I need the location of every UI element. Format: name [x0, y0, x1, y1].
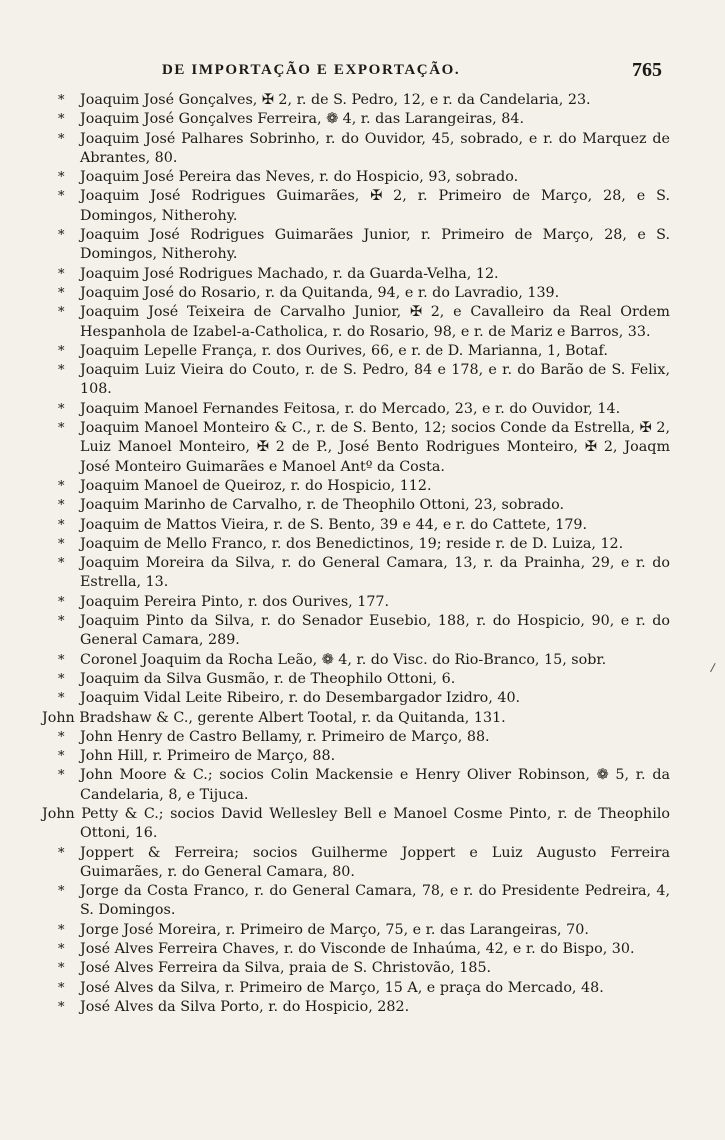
- list-item: [42, 651, 670, 670]
- asterisk-mark: *: [58, 228, 65, 244]
- entry-text: Joaquim Pinto da Silva, r. do Senador Eusebio, 188, r. do Hospicio, 90, e r. do General Camara, 289.: [80, 613, 670, 649]
- margin-tick: [710, 663, 721, 675]
- asterisk-mark: *: [58, 170, 65, 186]
- list-item: [42, 303, 670, 342]
- list-item: [42, 709, 670, 728]
- entry-text: José Alves Ferreira da Silva, praia de S. Christovão, 185.: [80, 960, 492, 977]
- asterisk-mark: *: [58, 478, 65, 494]
- list-item: [42, 844, 670, 883]
- asterisk-mark: *: [58, 189, 65, 205]
- list-item: [42, 921, 670, 940]
- entry-list: [42, 91, 670, 1017]
- list-item: [42, 593, 670, 612]
- list-item: [42, 805, 670, 844]
- asterisk-mark: *: [58, 652, 65, 668]
- asterisk-mark: *: [58, 614, 65, 630]
- list-item: [42, 342, 670, 361]
- asterisk-mark: *: [58, 922, 65, 938]
- asterisk-mark: *: [58, 131, 65, 147]
- page-header: [0, 59, 725, 88]
- entry-text: Joaquim Lepelle França, r. dos Ourives, 66, e r. de D. Marianna, 1, Botaf.: [80, 342, 608, 359]
- asterisk-mark: *: [58, 343, 65, 359]
- page-number: 765: [632, 59, 662, 81]
- list-item: [42, 419, 670, 477]
- entry-text: John Petty & C.; socios David Wellesley Bell e Manoel Cosme Pinto, r. de Theophilo Ottoni, 16.: [42, 805, 670, 842]
- entry-text: Joppert & Ferreira; socios Guilherme Joppert e Luiz Augusto Ferreira Guimarães, r. do General Camara, 80.: [80, 844, 670, 880]
- entry-text: John Hill, r. Primeiro de Março, 88.: [80, 748, 336, 765]
- list-item: [42, 168, 670, 187]
- asterisk-mark: *: [58, 729, 65, 745]
- list-item: [42, 979, 670, 998]
- entry-text: Joaquim Marinho de Carvalho, r. de Theophilo Ottoni, 23, sobrado.: [80, 497, 565, 514]
- entry-text: Jorge da Costa Franco, r. do General Camara, 78, e r. do Presidente Pedreira, 4, S. Domingos.: [80, 883, 670, 919]
- running-title: DE IMPORTAÇÃO E EXPORTAÇÃO.: [162, 62, 461, 78]
- asterisk-mark: *: [58, 305, 65, 321]
- entry-text: Joaquim José Rodrigues Machado, r. da Guarda-Velha, 12.: [80, 265, 499, 282]
- asterisk-mark: *: [58, 536, 65, 552]
- list-item: [42, 400, 670, 419]
- asterisk-mark: *: [58, 980, 65, 996]
- asterisk-mark: *: [58, 942, 65, 958]
- entry-text: Joaquim José Gonçalves, ✠ 2, r. de S. Pedro, 12, e r. da Candelaria, 23.: [80, 92, 591, 108]
- list-item: [42, 496, 670, 515]
- list-item: [42, 728, 670, 747]
- asterisk-mark: *: [58, 749, 65, 765]
- list-item: [42, 226, 670, 265]
- entry-text: Joaquim José do Rosario, r. da Quitanda, 94, e r. do Lavradio, 139.: [80, 284, 560, 301]
- entry-text: Joaquim de Mattos Vieira, r. de S. Bento, 39 e 44, e r. do Cattete, 179.: [80, 516, 588, 533]
- asterisk-mark: *: [58, 112, 65, 128]
- list-item: [42, 477, 670, 496]
- entry-text: Joaquim José Rodrigues Guimarães, ✠ 2, r. Primeiro de Março, 28, e S. Domingos, Nitherohy.: [80, 188, 670, 224]
- entry-text: José Alves Ferreira Chaves, r. do Visconde de Inhaúma, 42, e r. do Bispo, 30.: [80, 941, 635, 958]
- asterisk-mark: *: [58, 498, 65, 514]
- asterisk-mark: *: [58, 421, 65, 437]
- list-item: [42, 516, 670, 535]
- asterisk-mark: *: [58, 93, 65, 108]
- list-item: [42, 187, 670, 226]
- entry-text: John Bradshaw & C., gerente Albert Tootal, r. da Quitanda, 131.: [42, 709, 506, 726]
- list-item: [42, 670, 670, 689]
- list-item: [42, 284, 670, 303]
- entry-text: John Henry de Castro Bellamy, r. Primeiro de Março, 88.: [80, 728, 490, 745]
- entry-text: Joaquim José Palhares Sobrinho, r. do Ouvidor, 45, sobrado, e r. do Marquez de Abrantes, 80.: [80, 130, 670, 166]
- entry-text: Joaquim Moreira da Silva, r. do General Camara, 13, r. da Prainha, 29, e r. do Estrella, 13.: [80, 555, 670, 591]
- entry-text: John Moore & C.; socios Colin Mackensie e Henry Oliver Robinson, ❁ 5, r. da Candelaria, 8, e Tijuca.: [80, 767, 670, 803]
- list-item: [42, 612, 670, 651]
- list-item: [42, 959, 670, 978]
- list-item: [42, 998, 670, 1017]
- list-item: [42, 747, 670, 766]
- entry-text: José Alves da Silva Porto, r. do Hospicio, 282.: [80, 998, 410, 1015]
- entry-text: Joaquim de Mello Franco, r. dos Benedictinos, 19; reside r. de D. Luiza, 12.: [80, 535, 624, 552]
- list-item: [42, 130, 670, 169]
- entry-text: Joaquim José Rodrigues Guimarães Junior, r. Primeiro de Março, 28, e S. Domingos, Nitherohy.: [80, 227, 670, 263]
- entry-text: Coronel Joaquim da Rocha Leão, ❁ 4, r. do Visc. do Rio-Branco, 15, sobr.: [80, 651, 607, 668]
- list-item: [42, 265, 670, 284]
- list-item: [42, 689, 670, 708]
- asterisk-mark: *: [58, 671, 65, 687]
- asterisk-mark: *: [58, 556, 65, 572]
- entry-text: Joaquim da Silva Gusmão, r. de Theophilo Ottoni, 6.: [80, 670, 456, 687]
- asterisk-mark: *: [58, 266, 65, 282]
- entry-text: Jorge José Moreira, r. Primeiro de Março, 75, e r. das Larangeiras, 70.: [80, 921, 589, 938]
- entry-text: José Alves da Silva, r. Primeiro de Março, 15 A, e praça do Mercado, 48.: [80, 979, 604, 996]
- asterisk-mark: *: [58, 768, 65, 784]
- entry-text: Joaquim Manoel Monteiro & C., r. de S. Bento, 12; socios Conde da Estrella, ✠ 2, Luiz Manoel Monteiro, ✠ 2 de P., José Bento Rodrigues Monteiro, ✠ 2, Joaqm José Monteiro Guimarães e Manoel Antº da Costa.: [80, 420, 670, 475]
- list-item: [42, 882, 670, 921]
- asterisk-mark: *: [58, 401, 65, 417]
- entry-text: Joaquim José Teixeira de Carvalho Junior, ✠ 2, e Cavalleiro da Real Ordem Hespanhola de Izabel-a-Catholica, r. do Rosario, 98, e r. de Mariz e Barros, 33.: [80, 304, 670, 340]
- asterisk-mark: *: [58, 691, 65, 707]
- list-item: [42, 535, 670, 554]
- entry-text: Joaquim Manoel Fernandes Feitosa, r. do Mercado, 23, e r. do Ouvidor, 14.: [80, 400, 621, 417]
- asterisk-mark: *: [58, 884, 65, 900]
- entry-text: Joaquim Luiz Vieira do Couto, r. de S. Pedro, 84 e 178, e r. do Barão de S. Felix, 108.: [80, 362, 670, 398]
- entry-text: Joaquim Manoel de Queiroz, r. do Hospicio, 112.: [80, 477, 432, 494]
- entry-text: Joaquim Pereira Pinto, r. dos Ourives, 177.: [80, 593, 390, 610]
- asterisk-mark: *: [58, 961, 65, 977]
- entry-text: Joaquim José Gonçalves Ferreira, ❁ 4, r. das Larangeiras, 84.: [80, 111, 524, 128]
- asterisk-mark: *: [58, 363, 65, 379]
- asterisk-mark: *: [58, 999, 65, 1015]
- asterisk-mark: *: [58, 517, 65, 533]
- entry-text: Joaquim Vidal Leite Ribeiro, r. do Desembargador Izidro, 40.: [80, 690, 521, 707]
- list-item: [42, 110, 670, 129]
- asterisk-mark: *: [58, 594, 65, 610]
- list-item: [42, 554, 670, 593]
- list-item: [42, 91, 670, 110]
- list-item: [42, 766, 670, 805]
- asterisk-mark: *: [58, 845, 65, 861]
- list-item: [42, 940, 670, 959]
- asterisk-mark: *: [58, 285, 65, 301]
- entry-text: Joaquim José Pereira das Neves, r. do Hospicio, 93, sobrado.: [80, 169, 519, 186]
- list-item: [42, 361, 670, 400]
